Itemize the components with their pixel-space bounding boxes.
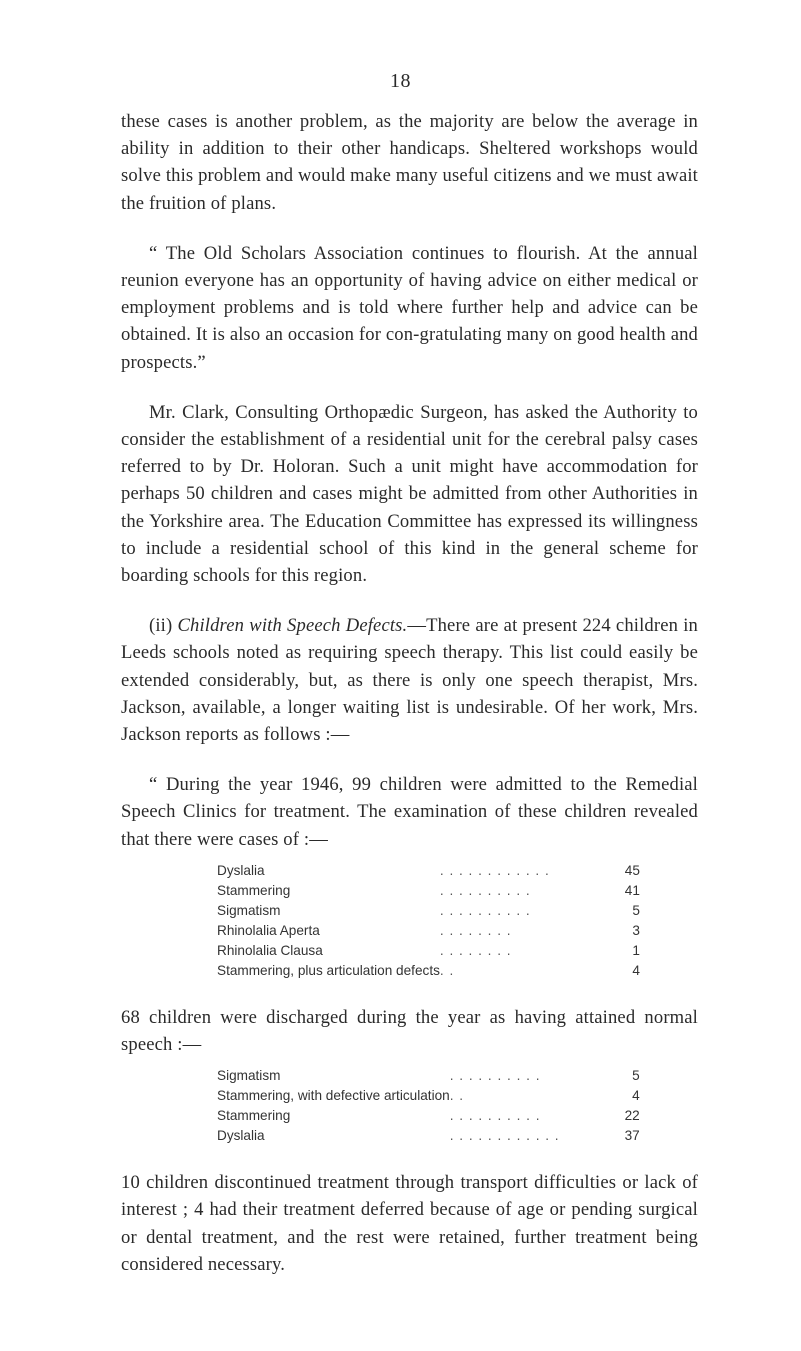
paragraph-old-scholars: “ The Old Scholars Association continues to flourish. At the annual reunion everyone has an opportunity of having advice on either medical or employment problems and is told where further help and advice can be obtained. It is also an occasion for con-gratulating many on good health and prospects.” — [121, 242, 698, 373]
row-label: Stammering, with defective articulation — [217, 1088, 450, 1104]
row-value: 4 — [632, 962, 640, 978]
page-number: 18 — [390, 70, 411, 92]
table-row — [217, 1106, 640, 1126]
dot-leader: . . . . . . . . . . — [439, 902, 531, 918]
row-value: 22 — [624, 1108, 640, 1124]
document-body — [121, 108, 698, 1301]
row-label: Sigmatism — [217, 1068, 281, 1084]
paragraph-speech-clinics: “ During the year 1946, 99 children were admitted to the Remedial Speech Clinics for treatment. The examination of these children revealed that there were cases of :— — [121, 774, 698, 850]
dot-leader: . . . . . . . . . . . . — [439, 862, 550, 878]
table-row — [217, 1126, 640, 1146]
table-row — [217, 961, 640, 981]
table-row — [217, 941, 640, 961]
dot-leader: . . . . . . . . — [439, 942, 512, 958]
discharged-table — [217, 1066, 640, 1146]
row-label: Stammering — [217, 1108, 291, 1124]
paragraph-discharged: 68 children were discharged during the year as having attained normal speech :— — [121, 1006, 698, 1056]
row-value: 45 — [624, 862, 640, 878]
section-number: (ii) — [149, 615, 178, 637]
cases-table — [217, 861, 640, 981]
row-label: Rhinolalia Aperta — [217, 922, 320, 938]
table-row — [217, 881, 640, 901]
row-label: Sigmatism — [217, 902, 281, 918]
dot-leader: . . . . . . . . . . . . — [449, 1128, 560, 1144]
dot-leader: . . . . . . . . . . — [449, 1068, 541, 1084]
row-label: Rhinolalia Clausa — [217, 942, 323, 958]
row-value: 3 — [632, 922, 640, 938]
row-value: 37 — [624, 1128, 640, 1144]
dot-leader: . . . . . . . . — [439, 922, 512, 938]
paragraph-discontinued: 10 children discontinued treatment through transport difficulties or lack of interest ; 4 had their treatment deferred because of age or pending surgical or dental treatment, and the rest were retained, further treatment being considered necessary. — [121, 1172, 698, 1275]
table-row — [217, 1086, 640, 1106]
row-value: 41 — [624, 882, 640, 898]
dot-leader: . . — [449, 1088, 465, 1104]
dot-leader: . . — [439, 962, 455, 978]
dot-leader: . . . . . . . . . . — [449, 1108, 541, 1124]
table-row — [217, 861, 640, 881]
paragraph-workshops: these cases is another problem, as the majority are below the average in ability in addition to their other handicaps. Sheltered workshops would solve this problem and would make many useful citizens and we must await the fruition of plans. — [121, 111, 698, 214]
row-label: Dyslalia — [217, 1128, 265, 1144]
table-row — [217, 921, 640, 941]
row-label: Stammering, plus articulation defects — [217, 962, 440, 978]
row-value: 5 — [632, 1068, 640, 1084]
row-value: 5 — [632, 902, 640, 918]
row-label: Stammering — [217, 882, 291, 898]
paragraph-speech-defects — [121, 612, 698, 748]
row-value: 1 — [632, 942, 640, 958]
table-row — [217, 1066, 640, 1086]
row-label: Dyslalia — [217, 862, 265, 878]
table-row — [217, 901, 640, 921]
dot-leader: . . . . . . . . . . — [439, 882, 531, 898]
section-heading: Children with Speech Defects. — [177, 615, 408, 637]
section-text: —There are at present 224 children in Leeds schools noted as requiring speech therapy. This list could easily be extended considerably, but, as there is only one speech therapist, Mrs. Jackson, available, a longer waiting list is undesirable. Of her work, Mrs. Jackson reports as follows :— — [121, 615, 698, 746]
row-value: 4 — [632, 1088, 640, 1104]
paragraph-residential-unit: Mr. Clark, Consulting Orthopædic Surgeon, has asked the Authority to consider the establishment of a residential unit for the cerebral palsy cases referred to by Dr. Holoran. Such a unit might have accommodation for perhaps 50 children and cases might be admitted from other Authorities in the Yorkshire area. The Education Committee has expressed its willingness to include a residential school of this kind in the general scheme for boarding schools for this region. — [121, 401, 698, 587]
